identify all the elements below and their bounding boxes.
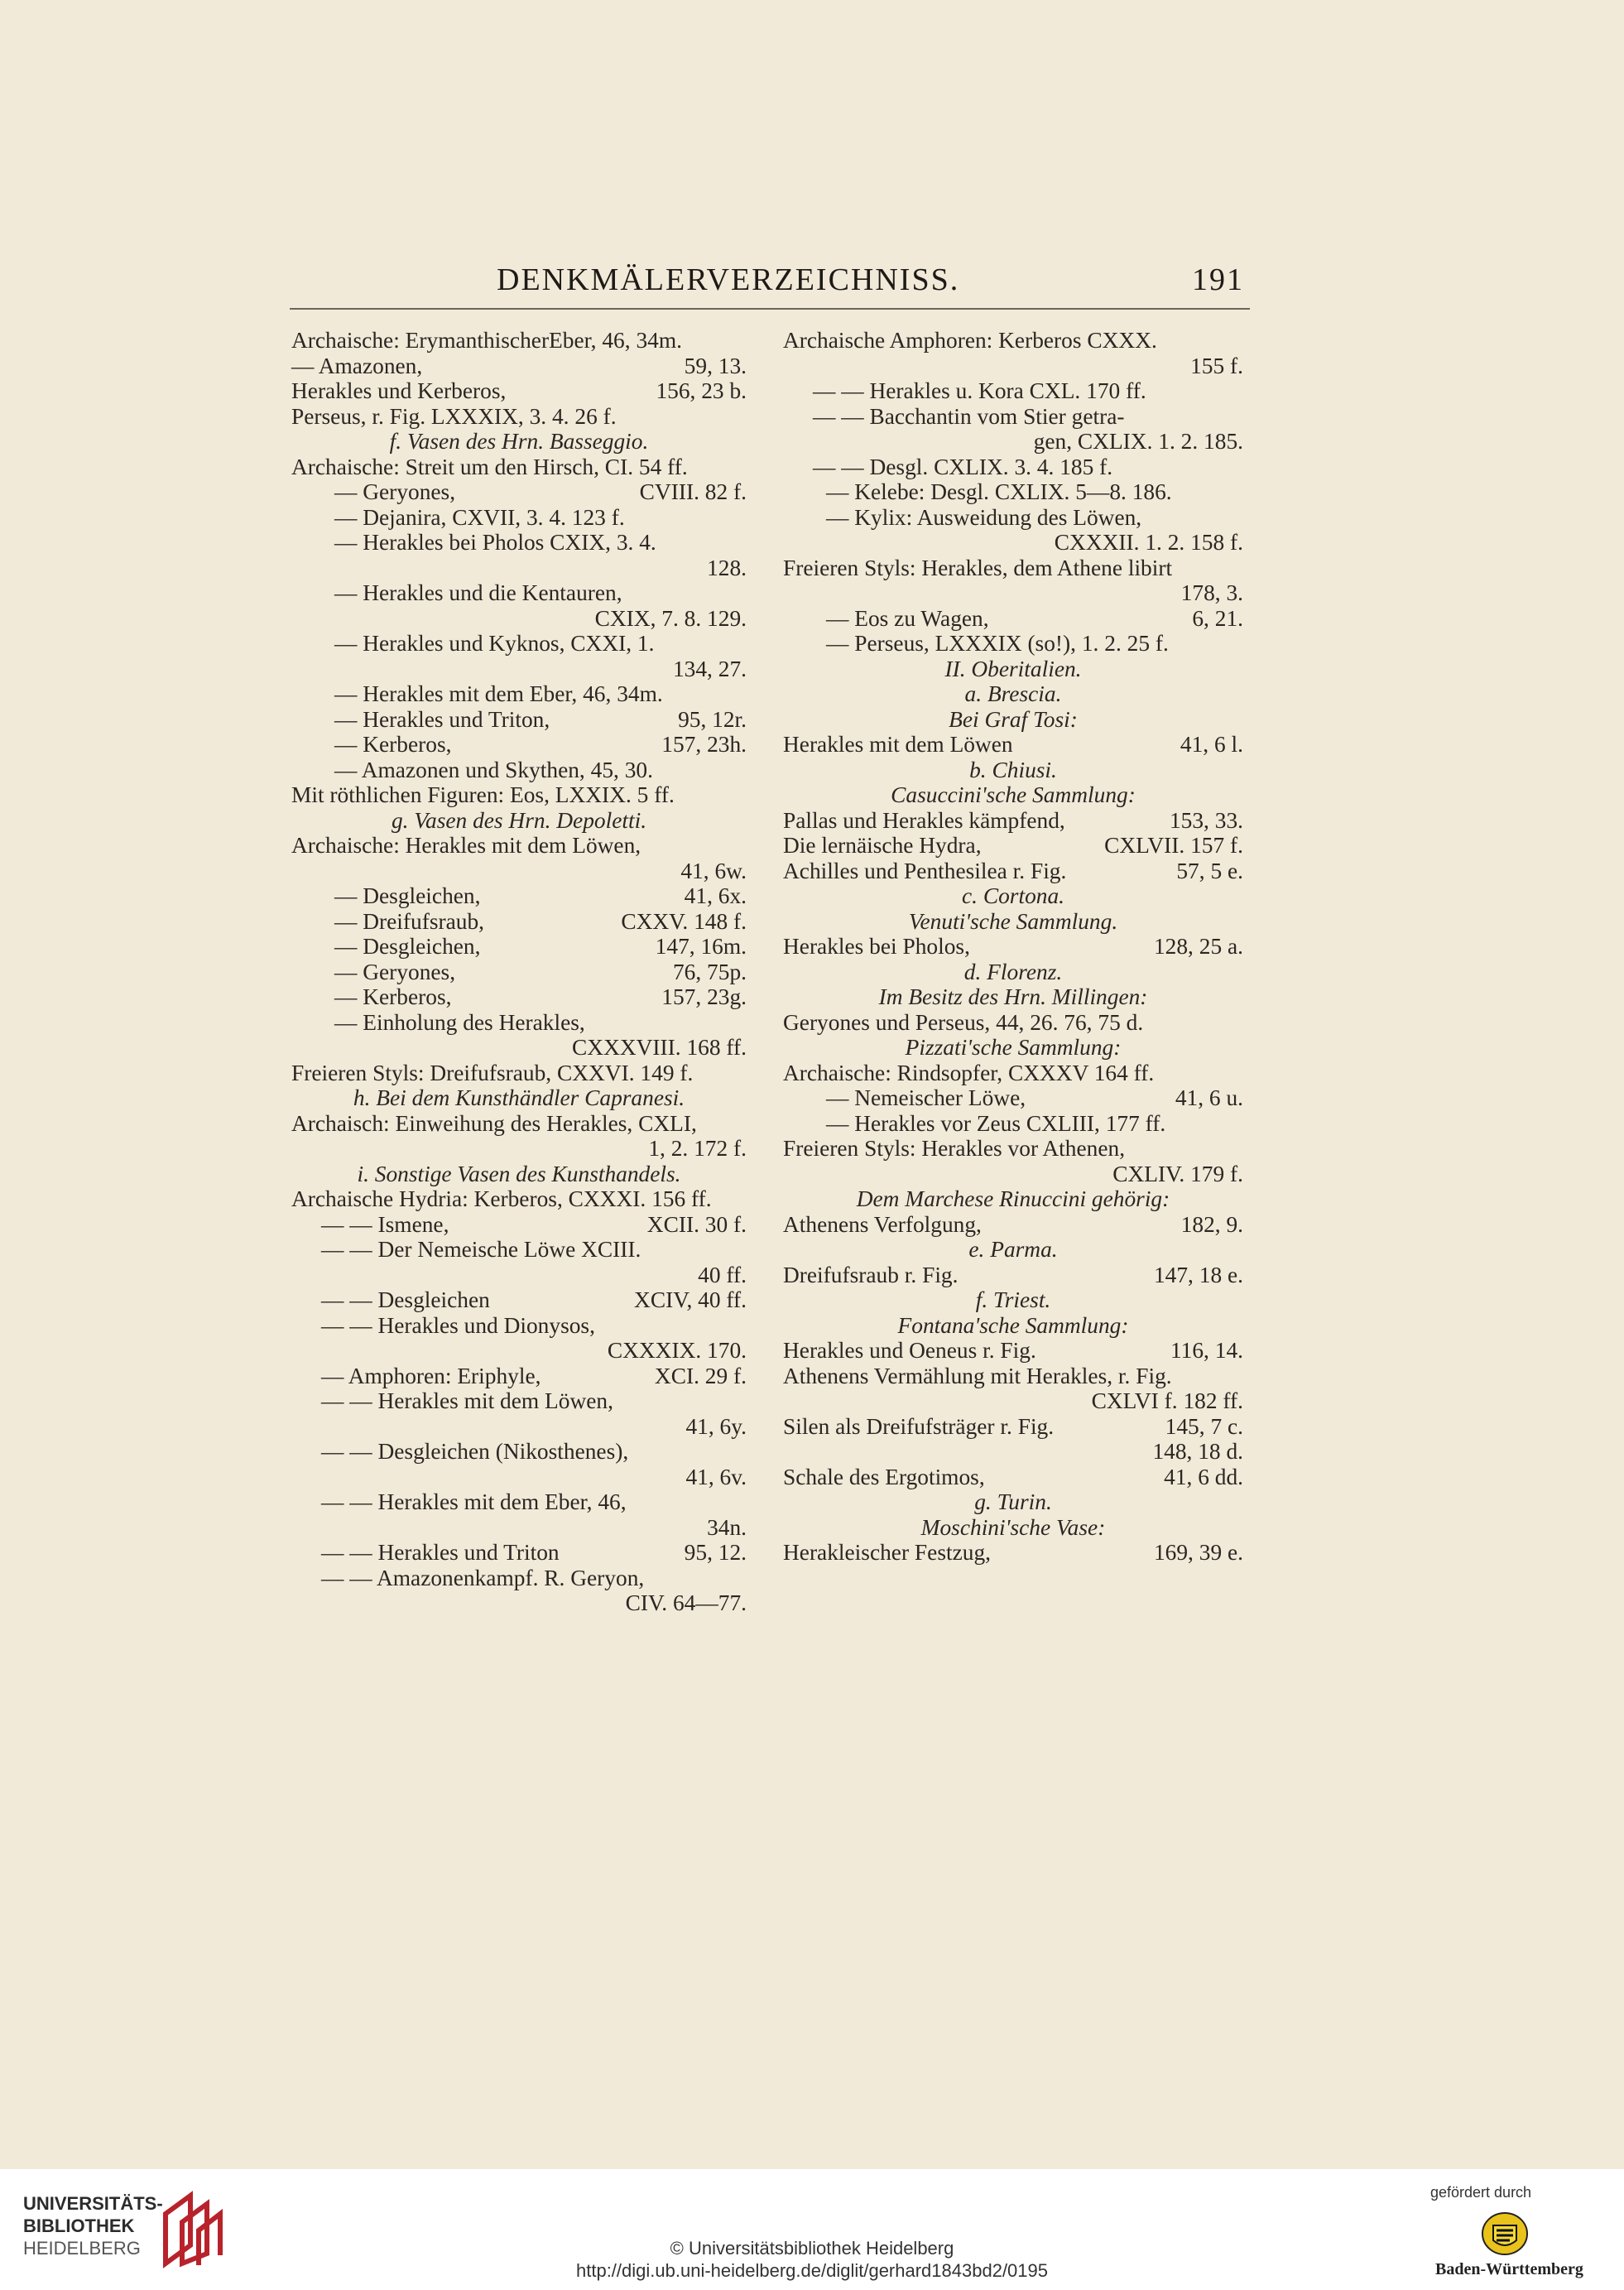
- index-subentry: [291, 984, 747, 1010]
- index-subentry: [291, 1388, 747, 1414]
- entry-text: Die lernäische Hydra,: [783, 833, 982, 858]
- entry-continuation: CXLVI f. 182 ff.: [1091, 1388, 1243, 1413]
- section-heading: Moschini'sche Vase:: [920, 1514, 1106, 1540]
- entry-text: Athenens Vermählung mit Herakles, r. Fig.: [783, 1363, 1172, 1388]
- index-subentry: [291, 1566, 747, 1591]
- entry-text: — Einholung des Herakles,: [334, 1009, 585, 1035]
- entry-text: — Dreifufsraub,: [334, 908, 485, 934]
- copyright-block: [0, 2237, 1624, 2282]
- entry-text: — — Herakles mit dem Eber, 46,: [321, 1489, 627, 1514]
- index-subentry: [291, 1212, 747, 1238]
- entry-reference: 76, 75p.: [672, 959, 747, 984]
- entry-text: Achilles und Penthesilea r. Fig.: [783, 858, 1067, 883]
- entry-text: — Herakles und die Kentauren,: [334, 580, 622, 605]
- section-heading: Bei Graf Tosi:: [949, 706, 1078, 732]
- entry-text: — — Der Nemeische Löwe XCIII.: [321, 1237, 641, 1262]
- index-entry: [783, 1212, 1243, 1238]
- entry-text: — Herakles und Triton,: [334, 706, 550, 732]
- entry-reference: 41, 6 l.: [1180, 732, 1243, 757]
- entry-reference: 157, 23g.: [661, 984, 747, 1009]
- section-heading: a. Brescia.: [964, 681, 1062, 706]
- index-entry: [291, 404, 747, 430]
- index-subentry: [291, 1364, 747, 1389]
- section-heading: d. Florenz.: [963, 959, 1063, 984]
- index-subentry: [291, 1439, 747, 1465]
- entry-continuation: CIV. 64—77.: [625, 1590, 747, 1615]
- entry-text: — Amazonen,: [291, 353, 423, 378]
- index-entry: [291, 1061, 747, 1086]
- entry-text: — — Herakles und Dionysos,: [321, 1312, 595, 1338]
- index-entry: [291, 1186, 747, 1212]
- index-entry: [783, 1414, 1243, 1440]
- entry-text: — — Amazonenkampf. R. Geryon,: [321, 1565, 645, 1590]
- entry-text: Herakles mit dem Löwen: [783, 732, 1013, 757]
- entry-continuation: CXXXII. 1. 2. 158 f.: [1054, 530, 1243, 555]
- entry-text: — Eos zu Wagen,: [826, 605, 989, 631]
- entry-text: Archaische: Rindsopfer, CXXXV 164 ff.: [783, 1060, 1155, 1085]
- entry-continuation: 41, 6y.: [685, 1413, 747, 1439]
- index-subentry: [291, 934, 747, 960]
- entry-reference: XCIV, 40 ff.: [634, 1287, 747, 1312]
- index-entry: [783, 732, 1243, 758]
- section-heading: Dem Marchese Rinuccini gehörig:: [856, 1186, 1170, 1211]
- index-entry: [783, 1136, 1243, 1162]
- entry-reference: 116, 14.: [1170, 1338, 1243, 1363]
- section-heading: Venuti'sche Sammlung.: [908, 908, 1118, 934]
- entry-text: — Geryones,: [334, 479, 456, 504]
- entry-reference: 169, 39 e.: [1153, 1540, 1243, 1565]
- right-column: [783, 328, 1243, 1566]
- entry-continuation: 134, 27.: [672, 656, 747, 681]
- entry-text: — Kelebe: Desgl. CXLIX. 5—8. 186.: [826, 479, 1172, 504]
- entry-text: Schale des Ergotimos,: [783, 1464, 985, 1489]
- index-subentry: [783, 479, 1243, 505]
- entry-text: Freieren Styls: Dreifufsraub, CXXVI. 149 f.: [291, 1060, 694, 1085]
- index-entry: [783, 556, 1243, 581]
- index-entry: [291, 1111, 747, 1137]
- index-subentry: [783, 404, 1243, 430]
- index-subentry: [291, 580, 747, 606]
- entry-continuation: 155 f.: [1190, 353, 1243, 378]
- entry-text: — Kerberos,: [334, 732, 452, 757]
- entry-reference: 128, 25 a.: [1153, 934, 1243, 959]
- entry-continuation: gen, CXLIX. 1. 2. 185.: [1033, 429, 1243, 454]
- entry-text: — Nemeischer Löwe,: [826, 1085, 1026, 1110]
- index-subentry: [291, 1237, 747, 1263]
- entry-text: Archaische: Streit um den Hirsch, CI. 54 ff.: [291, 454, 688, 479]
- section-heading: g. Turin.: [974, 1489, 1052, 1514]
- index-subentry: [291, 1287, 747, 1313]
- entry-text: Archaische Hydria: Kerberos, CXXXI. 156 ff.: [291, 1186, 712, 1211]
- index-subentry: [783, 1111, 1243, 1137]
- index-subentry: [783, 455, 1243, 480]
- index-subentry: [291, 883, 747, 909]
- section-heading: f. Vasen des Hrn. Basseggio.: [389, 429, 649, 454]
- index-subentry: [291, 909, 747, 935]
- entry-reference: 57, 5 e.: [1176, 858, 1243, 883]
- index-entry: [783, 1263, 1243, 1288]
- entry-reference: 59, 13.: [684, 353, 747, 378]
- entry-text: — Desgleichen,: [334, 883, 481, 908]
- index-subentry: [291, 960, 747, 985]
- entry-text: Archaische: Herakles mit dem Löwen,: [291, 833, 641, 858]
- entry-text: — Perseus, LXXXIX (so!), 1. 2. 25 f.: [826, 631, 1169, 656]
- index-subentry: [783, 606, 1243, 632]
- entry-text: Freieren Styls: Herakles, dem Athene libirt: [783, 555, 1173, 580]
- entry-text: Perseus, r. Fig. LXXXIX, 3. 4. 26 f.: [291, 403, 617, 429]
- entry-text: — Desgleichen,: [334, 934, 481, 959]
- entry-reference: 41, 6x.: [684, 883, 747, 908]
- section-heading: e. Parma.: [968, 1237, 1058, 1262]
- entry-text: — — Desgleichen (Nikosthenes),: [321, 1439, 629, 1464]
- index-subentry: [783, 378, 1243, 404]
- index-entry: [291, 378, 747, 404]
- index-subentry: [291, 732, 747, 758]
- entry-text: — Dejanira, CXVII, 3. 4. 123 f.: [334, 504, 625, 530]
- index-entry: [783, 1010, 1243, 1036]
- page-number: 191: [1192, 262, 1244, 297]
- entry-continuation: 40 ff.: [698, 1262, 747, 1287]
- entry-reference: CVIII. 82 f.: [639, 479, 747, 504]
- entry-text: Herakleischer Festzug,: [783, 1540, 991, 1565]
- index-entry: [291, 833, 747, 859]
- index-subentry: [783, 631, 1243, 657]
- index-subentry: [291, 1313, 747, 1339]
- entry-continuation: CXIX, 7. 8. 129.: [594, 605, 747, 631]
- entry-continuation: 41, 6w.: [680, 858, 747, 883]
- entry-text: — — Bacchantin vom Stier getra-: [813, 403, 1125, 429]
- entry-reference: 153, 33.: [1169, 807, 1243, 833]
- index-entry: [783, 934, 1243, 960]
- entry-continuation: 128.: [707, 555, 747, 580]
- entry-reference: 147, 18 e.: [1153, 1262, 1243, 1287]
- section-heading: f. Triest.: [975, 1287, 1051, 1312]
- entry-text: — Herakles bei Pholos CXIX, 3. 4.: [334, 530, 656, 555]
- section-heading: Fontana'sche Sammlung:: [897, 1312, 1129, 1338]
- entry-reference: 145, 7 c.: [1165, 1413, 1243, 1439]
- entry-continuation: CXLIV. 179 f.: [1112, 1161, 1243, 1186]
- sponsor-name: Baden-Württemberg: [1435, 2260, 1583, 2278]
- footer: [0, 2169, 1624, 2290]
- index-subentry: [291, 707, 747, 733]
- entry-continuation: 1, 2. 172 f.: [648, 1136, 747, 1161]
- entry-text: Herakles und Kerberos,: [291, 378, 507, 403]
- entry-reference: XCII. 30 f.: [646, 1211, 747, 1237]
- entry-text: — Geryones,: [334, 959, 456, 984]
- entry-reference: 95, 12.: [684, 1540, 747, 1565]
- index-entry: [783, 833, 1243, 859]
- entry-continuation: 178, 3.: [1180, 580, 1243, 605]
- entry-text: — Kylix: Ausweidung des Löwen,: [826, 504, 1142, 530]
- entry-continuation: 148, 18 d.: [1152, 1439, 1243, 1464]
- left-column: [291, 328, 747, 1616]
- entry-text: — — Desgleichen: [321, 1287, 490, 1312]
- index-subentry: [291, 758, 747, 783]
- entry-continuation: 41, 6v.: [685, 1464, 747, 1489]
- index-entry: [291, 782, 747, 808]
- entry-text: — — Herakles mit dem Löwen,: [321, 1388, 613, 1413]
- index-entry: [783, 1364, 1243, 1389]
- entry-continuation: CXXXVIII. 168 ff.: [572, 1035, 747, 1060]
- section-heading: II. Oberitalien.: [944, 656, 1082, 681]
- entry-text: Archaische: ErymanthischerEber, 46, 34m.: [291, 328, 682, 353]
- index-entry: [783, 1061, 1243, 1086]
- entry-reference: 156, 23 b.: [656, 378, 747, 403]
- entry-text: Geryones und Perseus, 44, 26. 76, 75 d.: [783, 1009, 1144, 1035]
- entry-text: Dreifufsraub r. Fig.: [783, 1262, 959, 1287]
- entry-reference: 95, 12r.: [678, 706, 747, 732]
- running-header: DENKMÄLERVERZEICHNISS.: [497, 262, 960, 297]
- entry-reference: CXLVII. 157 f.: [1104, 833, 1243, 858]
- entry-text: Silen als Dreifufsträger r. Fig.: [783, 1413, 1055, 1439]
- entry-text: — — Desgl. CXLIX. 3. 4. 185 f.: [813, 454, 1113, 479]
- entry-text: — Amphoren: Eriphyle,: [321, 1363, 541, 1388]
- entry-text: Athenens Verfolgung,: [783, 1211, 982, 1237]
- index-subentry: [291, 681, 747, 707]
- index-entry: [291, 455, 747, 480]
- library-name: UNIVERSITÄTS- BIBLIOTHEK HEIDELBERG: [23, 2193, 163, 2259]
- index-entry: [783, 1465, 1243, 1490]
- section-heading: Casuccini'sche Sammlung:: [891, 782, 1136, 807]
- index-subentry: [783, 505, 1243, 531]
- index-subentry: [291, 530, 747, 556]
- entry-reference: XCI. 29 f.: [654, 1363, 747, 1388]
- index-entry: [783, 328, 1243, 354]
- coat-of-arms-icon: [1482, 2211, 1528, 2257]
- entry-reference: 6, 21.: [1192, 605, 1243, 631]
- index-entry: [783, 1540, 1243, 1566]
- index-subentry: [291, 479, 747, 505]
- entry-text: — — Ismene,: [321, 1211, 449, 1237]
- entry-reference: 41, 6 u.: [1175, 1085, 1243, 1110]
- section-heading: Pizzati'sche Sammlung:: [905, 1035, 1122, 1060]
- section-heading: g. Vasen des Hrn. Depoletti.: [391, 807, 647, 833]
- entry-text: Mit röthlichen Figuren: Eos, LXXIX. 5 ff.: [291, 782, 675, 807]
- index-subentry: [291, 1540, 747, 1566]
- entry-text: Herakles bei Pholos,: [783, 934, 970, 959]
- entry-reference: 41, 6 dd.: [1164, 1464, 1243, 1489]
- index-entry: [291, 328, 747, 354]
- section-heading: b. Chiusi.: [969, 757, 1057, 782]
- entry-text: — Amazonen und Skythen, 45, 30.: [334, 757, 653, 782]
- entry-text: Herakles und Oeneus r. Fig.: [783, 1338, 1036, 1363]
- index-subentry: [291, 1010, 747, 1036]
- entry-text: Archaische Amphoren: Kerberos CXXX.: [783, 328, 1157, 353]
- entry-reference: 182, 9.: [1180, 1211, 1243, 1237]
- entry-text: Freieren Styls: Herakles vor Athenen,: [783, 1136, 1126, 1161]
- section-heading: i. Sonstige Vasen des Kunsthandels.: [357, 1161, 681, 1186]
- entry-reference: 147, 16m.: [655, 934, 747, 959]
- copyright-text: © Universitätsbibliothek Heidelberg: [670, 2238, 954, 2259]
- entry-text: Archaisch: Einweihung des Herakles, CXLI,: [291, 1110, 697, 1136]
- entry-text: — — Herakles u. Kora CXL. 170 ff.: [813, 378, 1146, 403]
- index-entry: [783, 808, 1243, 834]
- permalink[interactable]: http://digi.ub.uni-heidelberg.de/diglit/gerhard1843bd2/0195: [576, 2260, 1048, 2281]
- index-subentry: [291, 631, 747, 657]
- index-subentry: [783, 1085, 1243, 1111]
- section-heading: c. Cortona.: [961, 883, 1065, 908]
- section-heading: Im Besitz des Hrn. Millingen:: [878, 984, 1148, 1009]
- entry-text: — — Herakles und Triton: [321, 1540, 560, 1565]
- entry-text: Pallas und Herakles kämpfend,: [783, 807, 1065, 833]
- entry-reference: 157, 23h.: [661, 732, 747, 757]
- entry-text: — Herakles und Kyknos, CXXI, 1.: [334, 631, 655, 656]
- entry-continuation: 34n.: [707, 1514, 747, 1540]
- index-subentry: [291, 505, 747, 531]
- section-heading: h. Bei dem Kunsthändler Capranesi.: [353, 1085, 685, 1110]
- entry-text: — Herakles vor Zeus CXLIII, 177 ff.: [826, 1110, 1166, 1136]
- entry-continuation: CXXXIX. 170.: [607, 1338, 747, 1363]
- index-subentry: [291, 1489, 747, 1515]
- index-entry: [783, 859, 1243, 884]
- index-entry: [783, 1338, 1243, 1364]
- sponsor-label: gefördert durch: [1430, 2184, 1532, 2201]
- entry-reference: CXXV. 148 f.: [621, 908, 747, 934]
- entry-text: — Kerberos,: [334, 984, 452, 1009]
- header-rule: [290, 308, 1250, 310]
- entry-text: — Herakles mit dem Eber, 46, 34m.: [334, 681, 663, 706]
- index-entry: [291, 354, 747, 379]
